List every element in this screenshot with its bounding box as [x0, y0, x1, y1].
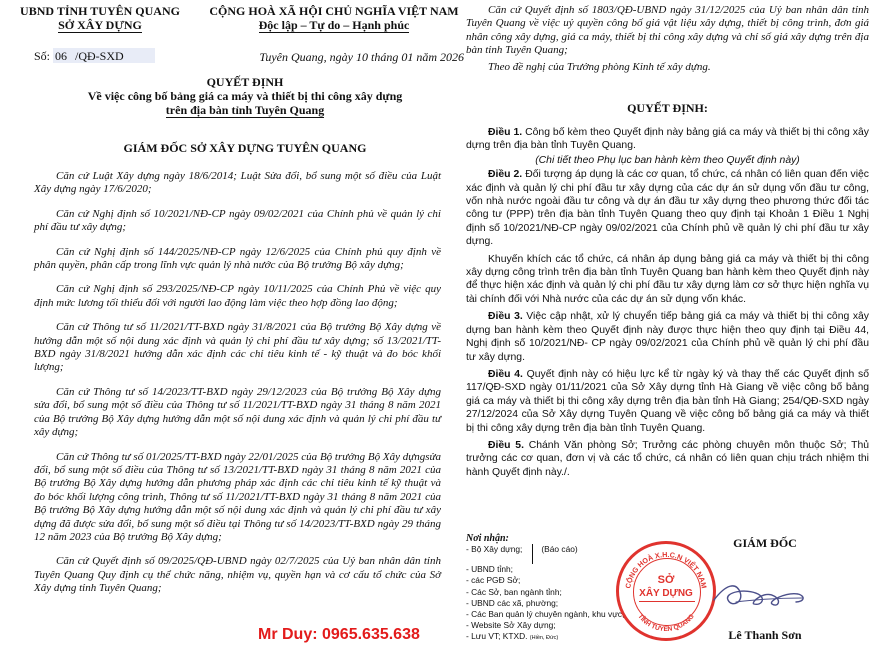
subject-line1: Về việc công bố bảng giá ca máy và thiết bị thi công xây dựng [87, 89, 403, 103]
article-1 [466, 126, 869, 153]
citation: Căn cứ Nghị định số 144/2025/NĐ-CP ngày 12/6/2025 của Chính phủ quy định về phân quyền, phân cấp trong lĩnh vực quản lý nhà nước của Bộ trưởng Bộ xây dựng; [34, 245, 441, 272]
recipient-item: - UBND tỉnh; [466, 564, 514, 575]
place-date [244, 50, 464, 64]
svg-text:CỘNG HOÀ X.H.C.N VIỆT NAM: CỘNG HOÀ X.H.C.N VIỆT NAM [623, 549, 709, 590]
article-2-note: Khuyến khích các tổ chức, cá nhân áp dụng bảng giá ca máy và thiết bị thi công xây dựng công trình trên địa bàn tỉnh Tuyên Quang ban hành kèm theo Quyết định này để thực hiện xác định và quản lý chi phí đầu tư xây dựng làm cơ sở thực hiện nghĩa vụ tài chính đối với Nhà nước của các dự án sử dụng vốn khác. [466, 253, 869, 305]
number-value: 06 [55, 49, 68, 63]
left-citations [34, 170, 441, 596]
brace-line [532, 544, 533, 564]
citation: Căn cứ Quyết định số 1803/QĐ-UBND ngày 31/12/2025 của Uỷ ban nhân dân tỉnh Tuyên Quang về việc uỷ quyền công bố giá vật liệu xây dựng, thiết bị công trình, đơn giá nhân công xây dựng, giá ca máy, thiết bị thi công xây dựng và chỉ số giá xây dựng trên địa bàn tỉnh Tuyên Quang; [466, 4, 869, 57]
articles [466, 126, 869, 479]
clerk-note: (Hiền, Đức) [529, 635, 559, 642]
agency-line2: SỞ XÂY DỰNG [58, 18, 142, 32]
recipients-heading: Nơi nhận: [466, 533, 509, 544]
recipient-text: - Bộ Xây dựng; [466, 544, 523, 555]
recipient-item: - Các Sở, ban ngành tỉnh; [466, 586, 562, 597]
article-lead: Điều 1. [488, 127, 523, 138]
agency-name [0, 4, 200, 33]
decision-title [30, 75, 460, 118]
nation-name: CỘNG HOÀ XÃ HỘI CHỦ NGHĨA VIỆT NAM [209, 4, 459, 18]
recipient-item: - UBND các xã, phường; [466, 597, 559, 608]
recipient-item: - các PGĐ Sở; [466, 575, 521, 586]
recipient-item: - Website Sở Xây dựng; [466, 620, 556, 631]
citation: Căn cứ Nghị định số 293/2025/NĐ-CP ngày 10/11/2025 của Chính Phủ về việc quy định mức lương tối thiểu đối với người lao động làm việc theo hợp đồng lao động; [34, 283, 441, 309]
right-citations [466, 4, 869, 74]
number-prefix: Số: [34, 49, 51, 63]
subject-line2: trên địa bàn tỉnh Tuyên Quang [165, 103, 325, 117]
national-header [205, 4, 463, 33]
article-5 [466, 439, 869, 479]
citation: Căn cứ Thông tư số 11/2021/TT-BXD ngày 31/8/2021 của Bộ trưởng Bộ Xây dựng về hướng dẫn một số nội dung xác định và quản lý chi phí đầu tư xây dựng; số 13/2021/TT-BXD ngày 31/8/2021 hướng dẫn xác định các chỉ tiêu kinh tế - kỹ thuật và đo bóc khối lượng; [34, 321, 441, 374]
recipient-text: - Lưu VT; KTXD. [466, 631, 528, 642]
citation: Căn cứ Nghị định số 10/2021/NĐ-CP ngày 09/02/2021 của Chính phủ về quản lý chi phí đầu tư xây dựng; [34, 207, 441, 234]
signer-name: Lê Thanh Sơn [728, 628, 802, 642]
contact-watermark: Mr Duy: 0965.635.638 [258, 626, 420, 643]
article-text: Công bố kèm theo Quyết định này bảng giá ca máy và thiết bị thi công xây dựng trên địa bàn tỉnh Tuyên Quang. [466, 127, 869, 152]
title-heading: QUYẾT ĐỊNH [206, 75, 284, 89]
recipient-item: - Các Ban quản lý chuyên ngành, khu vực; [466, 609, 625, 620]
svg-text:TỈNH TUYÊN QUANG: TỈNH TUYÊN QUANG [636, 613, 696, 634]
signature-title: GIÁM ĐỐC [733, 536, 797, 550]
number-suffix: /QĐ-SXD [75, 49, 124, 63]
citation: Căn cứ Thông tư số 14/2023/TT-BXD ngày 29/12/2023 của Bộ trưởng Bộ Xây dựng sửa đổi, bổ sung một số điều của Thông tư số 11/2021/TT-BXD ngày 31 tháng 8 năm 2021 của Bộ trưởng Bộ Xây dựng hướng dẫn một số nội dung xác định và quản lý chi phí đầu tư xây dựng; [34, 385, 441, 439]
official-seal [616, 541, 716, 641]
citation: Theo đề nghị của Trưởng phòng Kinh tế xây dựng. [488, 60, 711, 73]
number-highlight [53, 48, 155, 63]
article-1-note: (Chi tiết theo Phụ lục ban hành kèm theo Quyết định này) [535, 154, 800, 166]
seal-line1: SỞ [657, 574, 675, 586]
place-date-suffix: tháng 01 năm 2026 [368, 50, 464, 64]
citation: Căn cứ Thông tư số 01/2025/TT-BXD ngày 22/01/2025 của Bộ trưởng Bộ Xây dựngsửa đổi, bổ sung một số điều của Thông tư số 13/2021/TT-BXD ngày 31 tháng 8 năm 2021 của Bộ trưởng Bộ Xây dựng hướng dẫn phương pháp xác định các chỉ tiêu kinh tế kỹ thuật và đo bóc khối lượng công trình, Thông tư số 11/2021/TT-BXD ngày 31 tháng 8 năm 2021 của Bộ trưởng Bộ Xây dựng hướng dẫn một số nội dung xác định và quản lý chi phí đầu tư xây dựng đã được sửa đổi, bổ sung một số điều tại Thông tư số 14/2023/TT-BXD ngày 29 tháng 12 năm 2023 của Bộ trưởng Bộ Xây dựng; [34, 450, 441, 543]
agency-line1: UBND TỈNH TUYÊN QUANG [20, 4, 180, 18]
citation: Căn cứ Luật Xây dựng ngày 18/6/2014; Luật Sửa đổi, bổ sung một số điều của Luật Xây dựng ngày 17/6/2020; [34, 170, 441, 196]
document-number [34, 48, 204, 63]
article-text: Việc cập nhật, xử lý chuyển tiếp bảng giá ca máy và thiết bị thi công xây dựng ban hành kèm theo Quyết định này được thực hiện theo quy định tại Điều 44, Nghị định số 10/2021/NĐ- CP ngày 09/02/2021 của Chính phủ về quản lý chi phí đầu tư xây dựng. [466, 311, 869, 363]
seal-divider [639, 601, 695, 602]
article-lead: Điều 3. [488, 311, 523, 323]
report-note: (Báo cáo) [541, 544, 578, 555]
issuing-authority: GIÁM ĐỐC SỞ XÂY DỰNG TUYÊN QUANG [123, 141, 367, 155]
article-3 [466, 310, 869, 364]
decision-heading: QUYẾT ĐỊNH: [627, 101, 708, 115]
seal-line2: XÂY DỰNG [639, 588, 693, 599]
article-2 [466, 168, 869, 248]
place-date-prefix: Tuyên Quang, ngày [259, 50, 356, 64]
article-text: Quyết định này có hiệu lực kể từ ngày ký và thay thế các Quyết định số 117/QĐ-SXD ngày 01/11/2021 của Sở Xây dựng tỉnh Hà Giang về việc công bố bảng giá ca máy và thiết bị thi công xây dựng trên địa bàn tỉnh Hà Giang; 254/QĐ-SXD ngày 27/12/2024 của Sở Xây dựng Tuyên Quang về việc công bố bảng giá ca máy và thiết bị thi công xây dựng trên địa bàn tỉnh Tuyên Quang. [466, 368, 869, 434]
citation: Căn cứ Quyết định số 09/2025/QĐ-UBND ngày 02/7/2025 của Uỷ ban nhân dân tỉnh Tuyên Quang Quy định cụ thể chức năng, nhiệm vụ, quyền hạn và cơ cấu tổ chức của Sở Xây dựng tỉnh Tuyên Quang; [34, 555, 441, 595]
article-text: Chánh Văn phòng Sở; Trưởng các phòng chuyên môn thuộc Sở; Thủ trưởng các cơ quan, đơn vị và các tổ chức, cá nhân có liên quan chịu trách nhiệm thi hành Quyết định này./. [466, 439, 869, 478]
article-lead: Điều 5. [488, 439, 524, 451]
handwritten-signature [706, 578, 816, 614]
article-lead: Điều 4. [488, 368, 523, 380]
article-text: Đối tượng áp dụng là các cơ quan, tổ chức, cá nhân có liên quan đến việc xác định và quản lý chi phí đầu tư xây dựng của các dự án sử dụng vốn đầu tư công, vốn nhà nước ngoài đầu tư công và dự án đầu tư xây dựng theo phương thức đối tác công tư (PPP) trên địa bàn tỉnh Tuyên Quang theo quy định tại Khoản 1 Điều 1 Nghị định số 10/2021/NĐ-CP ngày 09/02/2021 của Chính phủ về quản lý chi phí đầu tư xây dựng. [466, 169, 869, 248]
article-lead: Điều 2. [488, 169, 523, 181]
motto: Độc lập – Tự do – Hạnh phúc [258, 18, 410, 32]
date-day: 10 [356, 50, 368, 64]
article-4 [466, 368, 869, 435]
